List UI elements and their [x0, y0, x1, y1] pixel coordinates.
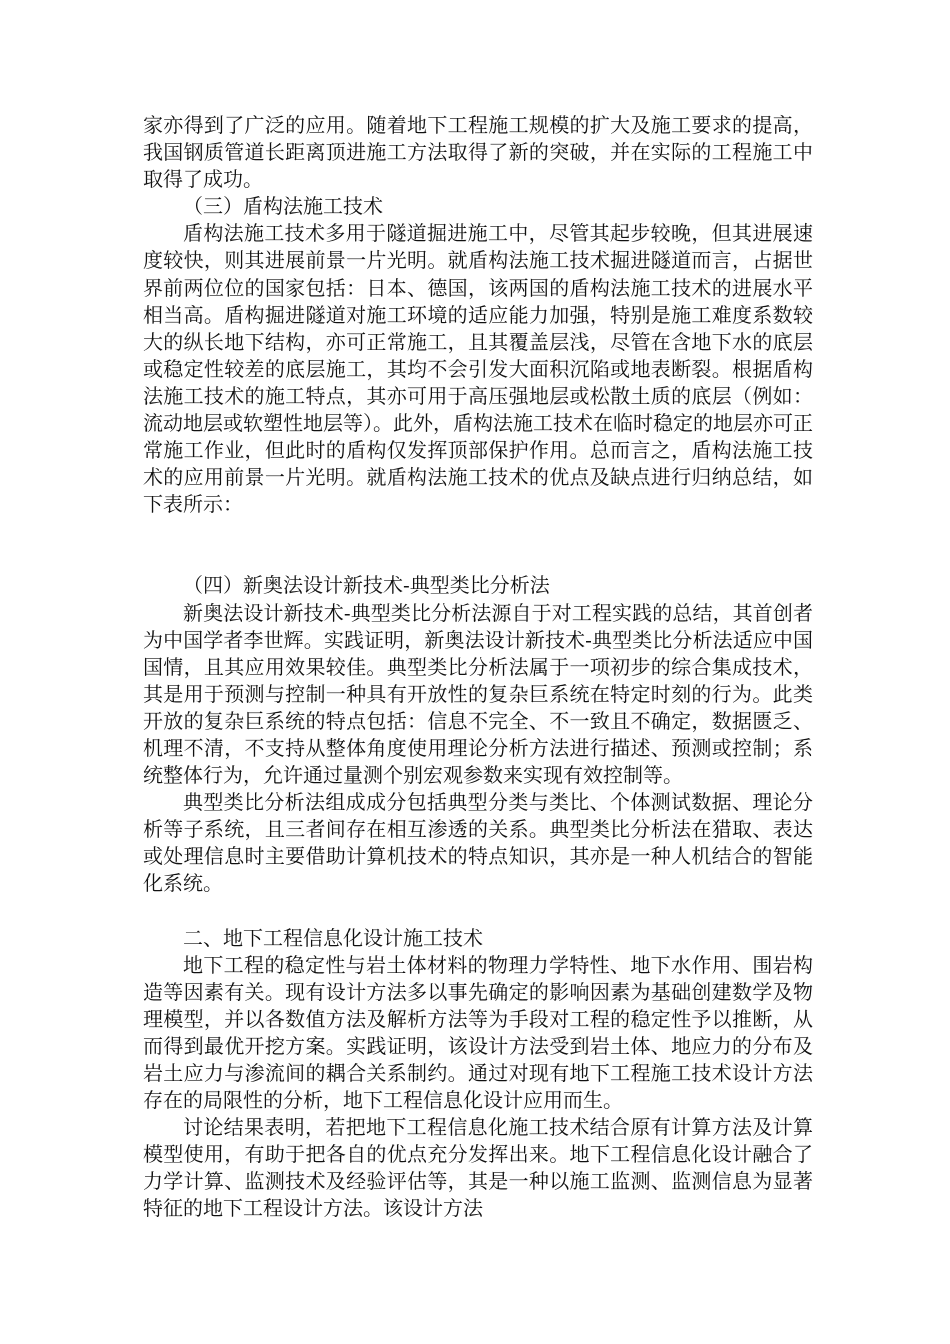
paragraph-new-austrian-method-2: 典型类比分析法组成成分包括典型分类与类比、个体测试数据、理论分析等子系统，且三者间存在相互渗透的关系。典型类比分析法在猎取、表达或处理信息时主要借助计算机技术的特点知识，其亦是一种人机结合的智能化系统。 — [143, 790, 813, 896]
heading-section-two: 二、地下工程信息化设计施工技术 — [183, 925, 483, 950]
table-placeholder-gap — [143, 518, 813, 572]
heading-new-austrian-method: （四）新奥法设计新技术-典型类比分析法 — [183, 573, 550, 598]
section-gap — [143, 898, 813, 925]
paragraph-shield-method: 盾构法施工技术多用于隧道掘进施工中，尽管其起步较晚，但其进展速度较快，则其进展前景一片光明。就盾构法施工技术掘进隧道而言，占据世界前两位位的国家包括：日本、德国，该两国的盾构法施工技术的进展水平相当高。盾构掘进隧道对施工环境的适应能力加强，特别是施工难度系数较大的纵长地下结构，亦可正常施工，且其覆盖层浅，尽管在含地下水的底层或稳定性较差的底层施工，其均不会引发大面积沉陷或地表断裂。根据盾构法施工技术的施工特点，其亦可用于高压强地层或松散土质的底层（例如：流动地层或软塑性地层等）。此外，盾构法施工技术在临时稳定的地层亦可正常施工作业，但此时的盾构仅发挥顶部保护作用。总而言之，盾构法施工技术的应用前景一片光明。就盾构法施工技术的优点及缺点进行归纳总结，如下表所示： — [143, 221, 813, 517]
paragraph-informatized-design-1: 地下工程的稳定性与岩土体材料的物理力学特性、地下水作用、围岩构造等因素有关。现有设计方法多以事先确定的影响因素为基础创建数学及物理模型，并以各数值方法及解析方法等为手段对工程的稳定性予以推断，从而得到最优开挖方案。实践证明，该设计方法受到岩土体、地应力的分布及岩土应力与渗流间的耦合关系制约。通过对现有地下工程施工技术设计方法存在的局限性的分析，地下工程信息化设计应用而生。 — [143, 952, 813, 1113]
heading-shield-method: （三）盾构法施工技术 — [183, 194, 383, 219]
paragraph-pipe-jacking-continued: 家亦得到了广泛的应用。随着地下工程施工规模的扩大及施工要求的提高，我国钢质管道长距离顶进施工方法取得了新的突破，并在实际的工程施工中取得了成功。 — [143, 113, 813, 192]
paragraph-informatized-design-2: 讨论结果表明，若把地下工程信息化施工技术结合原有计算方法及计算模型使用，有助于把各自的优点充分发挥出来。地下工程信息化设计融合了力学计算、监测技术及经验评估等，其是一种以施工监测、监测信息为显著特征的地下工程设计方法。该设计方法 — [143, 1115, 813, 1221]
paragraph-new-austrian-method-1: 新奥法设计新技术-典型类比分析法源自于对工程实践的总结，其首创者为中国学者李世辉。实践证明，新奥法设计新技术-典型类比分析法适应中国国情，且其应用效果较佳。典型类比分析法属于一项初步的综合集成技术，其是用于预测与控制一种具有开放性的复杂巨系统在特定时刻的行为。此类开放的复杂巨系统的特点包括：信息不完全、不一致且不确定，数据匮乏、机理不清，不支持从整体角度使用理论分析方法进行描述、预测或控制；系统整体行为，允许通过量测个别宏观参数来实现有效控制等。 — [143, 600, 813, 788]
document-page — [143, 112, 813, 1223]
